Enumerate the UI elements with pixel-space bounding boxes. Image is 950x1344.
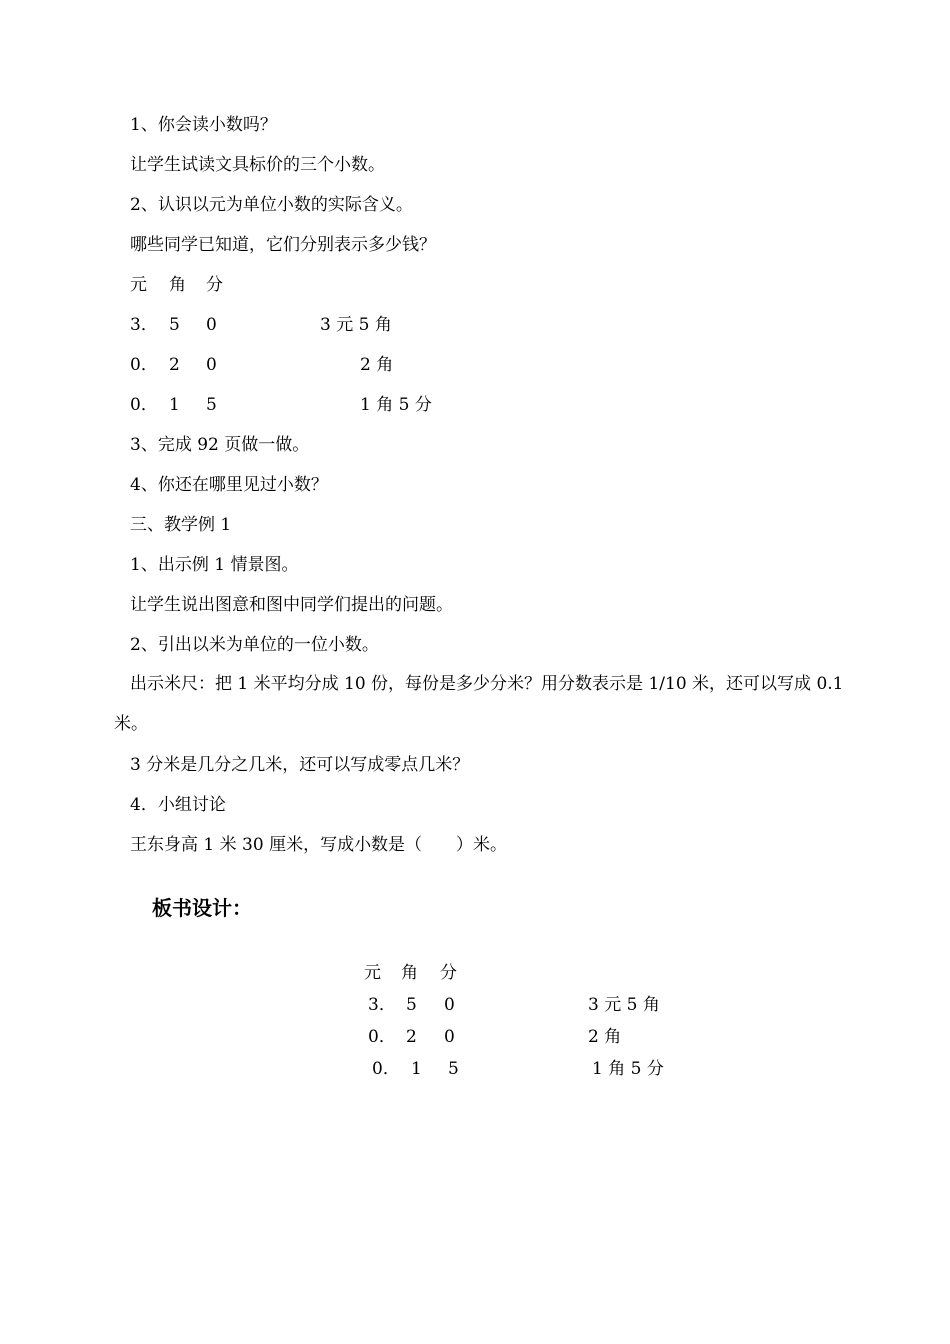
table-header-yuan: 元 <box>130 275 147 295</box>
table-cell: 1 <box>169 395 180 415</box>
table-header-fen: 分 <box>206 275 223 295</box>
table-cell: 3． <box>130 315 158 335</box>
text-line: 3 分米是几分之几米，还可以写成零点几米？ <box>130 755 470 775</box>
text-paragraph: 出示米尺：把 1 米平均分成 10 份，每份是多少分米？用分数表示是 1/10 米，还可以写成 0.1 米。 <box>114 674 844 734</box>
text-line: 2、引出以米为单位的一位小数。 <box>130 635 379 655</box>
table-cell: 0 <box>206 355 217 375</box>
text-line: 2、认识以元为单位小数的实际含义。 <box>130 195 413 215</box>
board-cell: 0 <box>444 995 455 1015</box>
table-cell: 2 <box>169 355 180 375</box>
board-header-jiao: 角 <box>401 963 418 983</box>
board-cell-meaning: 1 角 5 分 <box>592 1059 664 1079</box>
board-cell-meaning: 2 角 <box>588 1027 622 1047</box>
text-line: 哪些同学已知道，它们分别表示多少钱？ <box>130 235 436 255</box>
board-cell: 0． <box>372 1059 400 1079</box>
section-heading: 三、教学例 1 <box>130 515 232 535</box>
text-line: 1、出示例 1 情景图。 <box>130 555 299 575</box>
board-cell: 5 <box>448 1059 459 1079</box>
table-cell: 5 <box>206 395 217 415</box>
text-line: 王东身高 1 米 30 厘米，写成小数是（ ）米。 <box>130 835 508 855</box>
board-header-yuan: 元 <box>364 963 381 983</box>
board-header-fen: 分 <box>440 963 457 983</box>
board-cell: 5 <box>406 995 417 1015</box>
text-line: 让学生说出图意和图中同学们提出的问题。 <box>130 595 453 615</box>
text-line: 让学生试读文具标价的三个小数。 <box>130 155 385 175</box>
text-line: 3、完成 92 页做一做。 <box>130 435 310 455</box>
table-cell: 0 <box>206 315 217 335</box>
text-line: 4、你还在哪里见过小数？ <box>130 475 328 495</box>
table-cell: 0． <box>130 355 158 375</box>
table-cell-meaning: 1 角 5 分 <box>360 395 432 415</box>
board-design-heading: 板书设计： <box>152 896 252 920</box>
board-cell: 2 <box>406 1027 417 1047</box>
board-cell: 3． <box>368 995 396 1015</box>
table-cell: 0． <box>130 395 158 415</box>
board-cell: 0 <box>444 1027 455 1047</box>
board-cell: 0． <box>368 1027 396 1047</box>
table-cell: 5 <box>169 315 180 335</box>
board-cell: 1 <box>411 1059 422 1079</box>
table-cell-meaning: 3 元 5 角 <box>320 315 392 335</box>
text-line: 1、你会读小数吗？ <box>130 115 277 135</box>
board-cell-meaning: 3 元 5 角 <box>588 995 660 1015</box>
text-line: 4．小组讨论 <box>130 795 226 815</box>
table-header-jiao: 角 <box>169 275 186 295</box>
table-cell-meaning: 2 角 <box>360 355 394 375</box>
